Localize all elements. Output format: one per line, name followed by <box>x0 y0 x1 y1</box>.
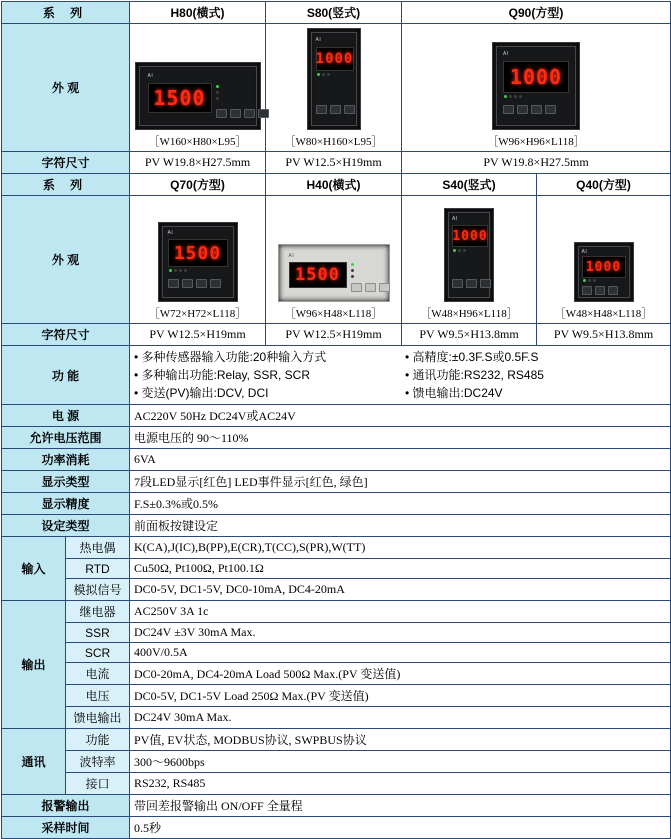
row-label: 设定类型 <box>2 515 130 537</box>
input-item-value: Cu50Ω, Pt100Ω, Pt100.1Ω <box>130 559 671 579</box>
series-label-2: 系 列 <box>2 174 130 196</box>
output-item-label: SCR <box>66 643 130 663</box>
product-dim-h40: ［W96×H48×L118］ <box>284 308 383 320</box>
charsize-label-2: 字符尺寸 <box>2 324 130 346</box>
meter-digits-h80: 1500 <box>153 86 206 110</box>
spec-row-voltage-range <box>2 427 671 449</box>
charsize-s80: PV W12.5×H19mm <box>266 152 402 174</box>
function-item: • 馈电输出:DC24V <box>405 386 503 400</box>
product-dim-q70: ［W72×H72×L118］ <box>148 308 247 320</box>
function-label: 功 能 <box>2 346 130 405</box>
meter-digits-q90: 1000 <box>509 65 563 89</box>
meter-h40: AI 1500 <box>278 244 390 302</box>
spec-row-display-accuracy <box>2 493 671 515</box>
function-item: • 多种传感器输入功能:20种输入方式 <box>134 350 327 364</box>
product-name-h80: H80(横式) <box>130 2 266 24</box>
charsize-row-1 <box>2 152 671 174</box>
product-name-s80: S80(竖式) <box>266 2 402 24</box>
meter-q70: AI 1500 <box>158 222 238 302</box>
comm-row-interface <box>2 773 671 795</box>
series-label-1: 系 列 <box>2 2 130 24</box>
input-row-analog <box>2 579 671 601</box>
appearance-row-1 <box>2 24 671 152</box>
row-label: 允许电压范围 <box>2 427 130 449</box>
output-item-label: SSR <box>66 623 130 643</box>
product-image-q70 <box>130 196 266 324</box>
product-name-h40: H40(横式) <box>266 174 402 196</box>
meter-digits-s80: 1000 <box>315 51 354 67</box>
meter-s80: AI 1000 <box>307 28 361 130</box>
row-label: 电 源 <box>2 405 130 427</box>
row-value: 带回差报警输出 ON/OFF 全量程 <box>130 795 671 817</box>
charsize-h40: PV W12.5×H19mm <box>266 324 402 346</box>
output-item-label: 继电器 <box>66 601 130 623</box>
output-row-relay <box>2 601 671 623</box>
output-item-value: DC24V ±3V 30mA Max. <box>130 623 671 643</box>
product-image-h80 <box>130 24 266 152</box>
output-row-ssr <box>2 623 671 643</box>
row-label: 显示类型 <box>2 471 130 493</box>
comm-item-label: 波特率 <box>66 751 130 773</box>
comm-row-baudrate <box>2 751 671 773</box>
output-item-label: 电压 <box>66 685 130 707</box>
spec-row-consumption <box>2 449 671 471</box>
output-item-value: 400V/0.5A <box>130 643 671 663</box>
output-item-label: 馈电输出 <box>66 707 130 729</box>
product-name-q90: Q90(方型) <box>402 2 671 24</box>
function-item: • 多种输出功能:Relay, SSR, SCR <box>134 368 311 382</box>
meter-q90: AI 1000 <box>492 42 580 130</box>
output-item-label: 电流 <box>66 663 130 685</box>
function-left-list <box>134 348 395 402</box>
function-right-list <box>405 348 666 402</box>
spec-row-setting-type <box>2 515 671 537</box>
input-item-value: DC0-5V, DC1-5V, DC0-10mA, DC4-20mA <box>130 579 671 601</box>
spec-row-alarm-output <box>2 795 671 817</box>
product-image-s80 <box>266 24 402 152</box>
product-image-q90 <box>402 24 671 152</box>
output-item-value: DC0-5V, DC1-5V Load 250Ω Max.(PV 变送值) <box>130 685 671 707</box>
product-image-h40 <box>266 196 402 324</box>
row-value: AC220V 50Hz DC24V或AC24V <box>130 405 671 427</box>
output-row-current <box>2 663 671 685</box>
row-value: 6VA <box>130 449 671 471</box>
output-item-value: DC24V 30mA Max. <box>130 707 671 729</box>
product-dim-q90: ［W96×H96×L118］ <box>487 136 585 148</box>
row-value: 前面板按键设定 <box>130 515 671 537</box>
charsize-q70: PV W12.5×H19mm <box>130 324 266 346</box>
product-image-q40 <box>537 196 671 324</box>
meter-digits-s40: 1000 <box>452 228 488 244</box>
charsize-label-1: 字符尺寸 <box>2 152 130 174</box>
appearance-label-2: 外 观 <box>2 196 130 324</box>
comm-item-value: 300～9600bps <box>130 751 671 773</box>
series-header-row-2 <box>2 174 671 196</box>
input-item-label: 模拟信号 <box>66 579 130 601</box>
product-dim-q40: ［W48×H48×L118］ <box>554 308 653 320</box>
meter-digits-q70: 1500 <box>173 242 222 264</box>
output-group-label: 输出 <box>2 601 66 729</box>
row-label: 采样时间 <box>2 817 130 839</box>
meter-s40: AI 1000 <box>444 208 494 302</box>
comm-item-value: RS232, RS485 <box>130 773 671 795</box>
spec-sheet <box>0 1 671 835</box>
row-label: 显示精度 <box>2 493 130 515</box>
product-dim-s80: ［W80×H160×L95］ <box>284 136 383 148</box>
product-image-s40 <box>402 196 537 324</box>
input-group-label: 输入 <box>2 537 66 601</box>
row-label: 功率消耗 <box>2 449 130 471</box>
meter-digits-h40: 1500 <box>295 265 340 285</box>
row-value: 电源电压的 90～110% <box>130 427 671 449</box>
product-name-s40: S40(竖式) <box>402 174 537 196</box>
output-item-value: DC0-20mA, DC4-20mA Load 500Ω Max.(PV 变送值) <box>130 663 671 685</box>
row-value: 0.5秒 <box>130 817 671 839</box>
product-dim-h80: ［W160×H80×L95］ <box>148 136 247 148</box>
charsize-row-2 <box>2 324 671 346</box>
comm-group-label: 通讯 <box>2 729 66 795</box>
function-content <box>130 346 671 405</box>
appearance-label-1: 外 观 <box>2 24 130 152</box>
product-dim-s40: ［W48×H96×L118］ <box>420 308 518 320</box>
function-item: • 通讯功能:RS232, RS485 <box>405 368 544 382</box>
row-value: 7段LED显示[红色] LED事件显示[红色, 绿色] <box>130 471 671 493</box>
spec-row-display-type <box>2 471 671 493</box>
output-item-value: AC250V 3A 1c <box>130 601 671 623</box>
row-value: F.S±0.3%或0.5% <box>130 493 671 515</box>
input-item-value: K(CA),J(IC),B(PP),E(CR),T(CC),S(PR),W(TT) <box>130 537 671 559</box>
input-row-rtd <box>2 559 671 579</box>
output-row-voltage <box>2 685 671 707</box>
charsize-s40: PV W9.5×H13.8mm <box>402 324 537 346</box>
product-name-q70: Q70(方型) <box>130 174 266 196</box>
comm-row-function <box>2 729 671 751</box>
function-item: • 高精度:±0.3F.S或0.5F.S <box>405 350 539 364</box>
charsize-h80: PV W19.8×H27.5mm <box>130 152 266 174</box>
input-item-label: 热电偶 <box>66 537 130 559</box>
meter-h80: AI 1500 <box>135 62 261 130</box>
spec-row-power <box>2 405 671 427</box>
product-name-q40: Q40(方型) <box>537 174 671 196</box>
function-row <box>2 346 671 405</box>
comm-item-label: 接口 <box>66 773 130 795</box>
output-row-scr <box>2 643 671 663</box>
function-item: • 变送(PV)输出:DCV, DCI <box>134 386 269 400</box>
meter-q40: AI 1000 <box>574 242 634 302</box>
appearance-row-2 <box>2 196 671 324</box>
charsize-q40: PV W9.5×H13.8mm <box>537 324 671 346</box>
comm-item-label: 功能 <box>66 729 130 751</box>
row-label: 报警输出 <box>2 795 130 817</box>
charsize-q90: PV W19.8×H27.5mm <box>402 152 671 174</box>
spec-row-sampling-time <box>2 817 671 839</box>
input-row-thermocouple <box>2 537 671 559</box>
specification-table <box>1 1 671 839</box>
input-item-label: RTD <box>66 559 130 579</box>
comm-item-value: PV值, EV状态, MODBUS协议, SWPBUS协议 <box>130 729 671 751</box>
output-row-power-supply <box>2 707 671 729</box>
series-header-row-1 <box>2 2 671 24</box>
meter-digits-q40: 1000 <box>585 259 622 275</box>
